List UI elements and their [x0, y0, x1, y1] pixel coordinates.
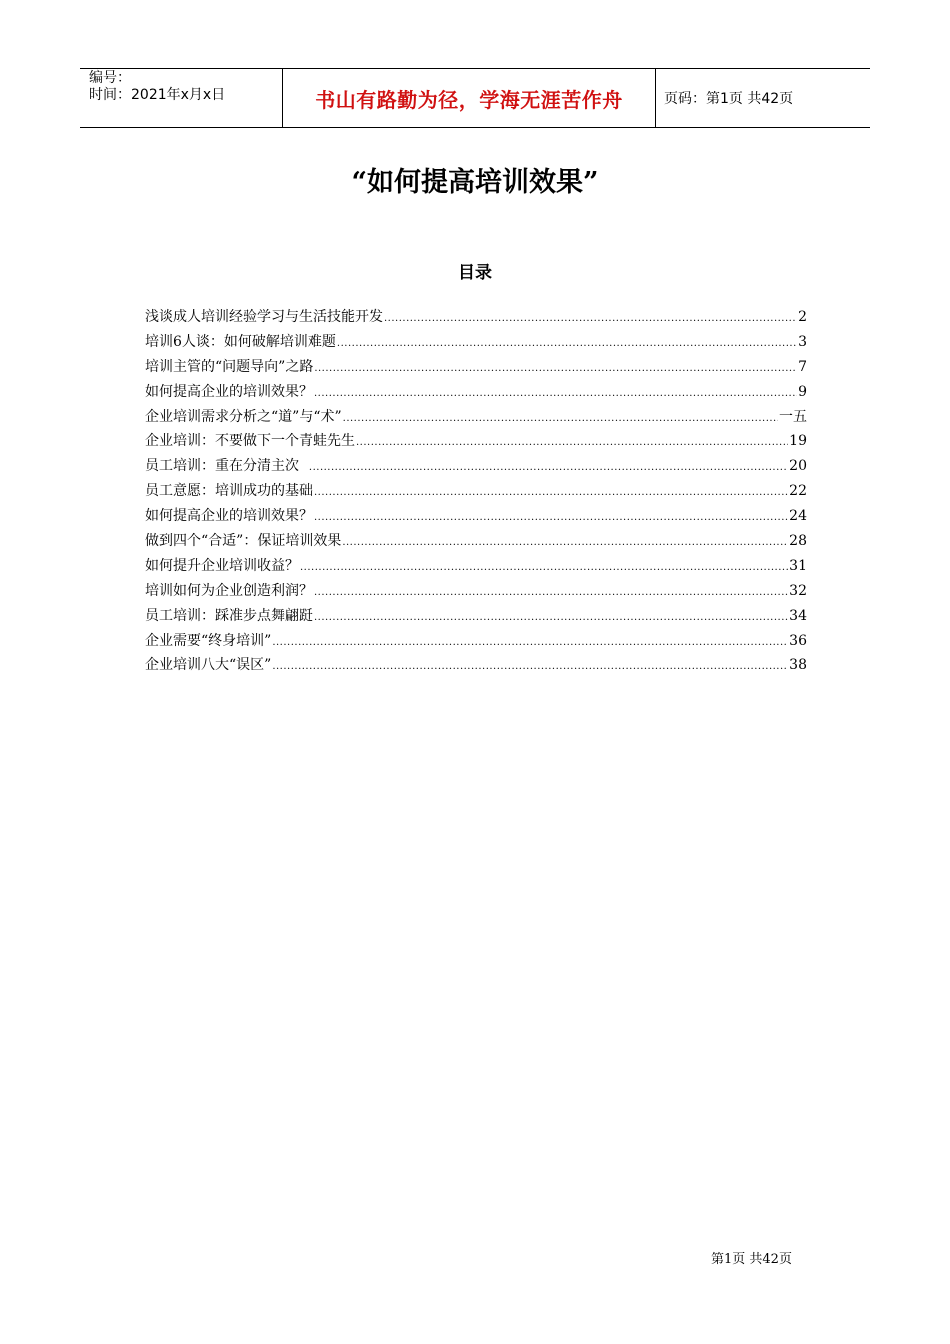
toc-leader-dots [314, 357, 797, 382]
toc-leader-dots [314, 581, 788, 606]
toc-leader-dots [300, 556, 788, 581]
toc-leader-dots [314, 481, 788, 506]
document-date: 时间：2021年x月x日 [89, 87, 226, 103]
toc-entry-page: 32 [789, 582, 807, 599]
toc-entry[interactable] [145, 604, 807, 629]
toc-leader-dots [342, 531, 788, 556]
toc-entry[interactable] [145, 579, 807, 604]
toc-entry-title: 企业需要“终身培训” [145, 632, 272, 649]
toc-entry-page: 24 [789, 508, 807, 525]
toc-entry[interactable] [145, 479, 807, 504]
toc-leader-dots [337, 332, 797, 357]
toc-leader-dots [384, 307, 797, 332]
toc-leader-dots [272, 655, 788, 680]
toc-entry-page: 22 [789, 483, 807, 500]
toc-entry[interactable] [145, 380, 807, 405]
toc-entry[interactable] [145, 653, 807, 678]
toc-entry-title: 如何提升企业培训收益？ [145, 557, 299, 574]
toc-entry-title: 企业培训：不要做下一个青蛙先生 [145, 433, 355, 450]
toc-entry[interactable] [145, 305, 807, 330]
toc-entry-page: 20 [789, 458, 807, 475]
toc-entry-title: 浅谈成人培训经验学习与生活技能开发 [145, 309, 383, 325]
toc-leader-dots [314, 606, 788, 631]
toc-entry-page: 2 [798, 309, 807, 325]
toc-entry-title: 员工培训：踩准步点舞翩跹 [145, 607, 313, 624]
toc-entry[interactable] [145, 504, 807, 529]
header-page-info: 页码：第1页 共42页 [664, 91, 794, 107]
toc-entry-title: 培训6人谈：如何破解培训难题 [145, 333, 336, 350]
document-number-label: 编号： [89, 70, 131, 86]
toc-entry-page: 38 [789, 657, 807, 674]
table-of-contents [145, 305, 807, 678]
toc-entry[interactable] [145, 629, 807, 654]
toc-entry-page: 31 [789, 557, 807, 574]
toc-entry-page: 28 [789, 533, 807, 550]
toc-entry-title: 培训如何为企业创造利润？ [145, 582, 313, 599]
toc-entry-page: 19 [789, 433, 807, 450]
toc-entry[interactable] [145, 529, 807, 554]
toc-entry-title: 如何提高企业的培训效果？ [145, 508, 313, 525]
toc-entry-title: 企业培训需求分析之“道”与“术” [145, 408, 342, 425]
toc-leader-dots [356, 431, 788, 456]
page-header [80, 68, 870, 128]
page-footer: 第1页 共42页 [711, 1252, 792, 1267]
toc-heading: 目录 [458, 263, 492, 283]
toc-entry-page: 9 [798, 383, 807, 400]
toc-entry[interactable] [145, 554, 807, 579]
toc-entry-title: 做到四个“合适”：保证培训效果 [145, 533, 342, 550]
toc-entry[interactable] [145, 429, 807, 454]
toc-entry[interactable] [145, 405, 807, 430]
toc-leader-dots [343, 407, 778, 432]
toc-leader-dots [272, 631, 788, 656]
toc-leader-dots [309, 456, 788, 481]
toc-entry-title: 员工培训：重在分清主次 [145, 458, 308, 475]
toc-leader-dots [314, 382, 797, 407]
toc-entry-page: 36 [789, 632, 807, 649]
toc-entry[interactable] [145, 355, 807, 380]
toc-entry-page: 3 [798, 333, 807, 350]
toc-entry[interactable] [145, 454, 807, 479]
header-meta [80, 69, 282, 127]
toc-entry-page: 34 [789, 607, 807, 624]
toc-entry-title: 企业培训八大“误区” [145, 657, 272, 674]
toc-entry[interactable] [145, 330, 807, 355]
header-motto: 书山有路勤为径，学海无涯苦作舟 [282, 69, 656, 127]
toc-leader-dots [314, 506, 788, 531]
toc-entry-title: 如何提高企业的培训效果？ [145, 383, 313, 400]
toc-entry-page: 一五 [779, 408, 807, 425]
toc-entry-title: 员工意愿：培训成功的基础 [145, 483, 313, 500]
toc-entry-page: 7 [798, 358, 807, 375]
document-title: “如何提高培训效果” [351, 167, 599, 198]
toc-entry-title: 培训主管的“问题导向”之路 [145, 358, 314, 375]
